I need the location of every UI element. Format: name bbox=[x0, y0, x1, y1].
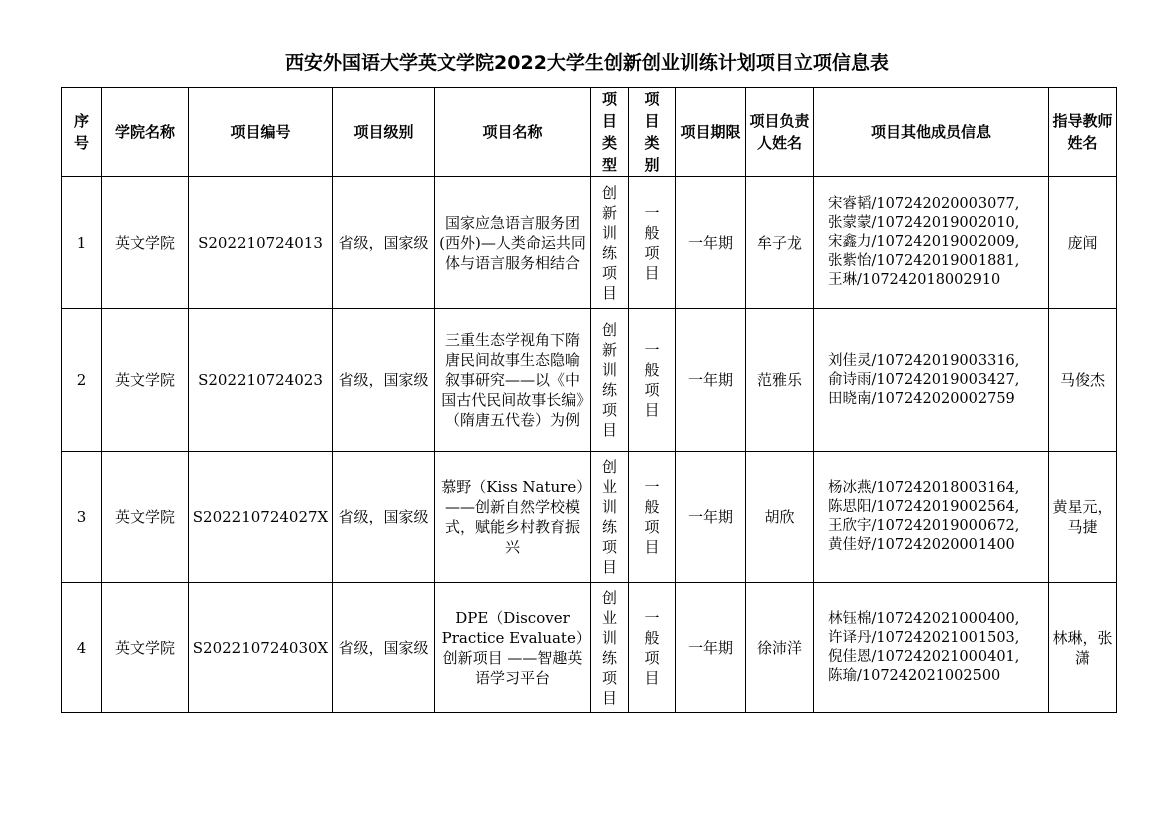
cell-level: 省级，国家级 bbox=[333, 309, 435, 452]
header-duration: 项目期限 bbox=[676, 88, 746, 177]
table-row bbox=[62, 177, 1117, 309]
header-college: 学院名称 bbox=[102, 88, 189, 177]
cell-project-category: 一般项目 bbox=[629, 452, 676, 583]
cell-project-category: 一般项目 bbox=[629, 583, 676, 713]
header-level: 项目级别 bbox=[333, 88, 435, 177]
cell-project-type: 创新训练项目 bbox=[591, 309, 629, 452]
cell-members: 刘佳灵/107242019003316, 俞诗雨/107242019003427, 田晓南/107242020002759 bbox=[814, 309, 1049, 452]
cell-members: 杨冰燕/107242018003164, 陈思阳/107242019002564, 王欣宇/107242019000672, 黄佳妤/107242020001400 bbox=[814, 452, 1049, 583]
cell-project-name: 三重生态学视角下隋唐民间故事生态隐喻叙事研究——以《中国古代民间故事长编》（隋唐五代卷）为例 bbox=[435, 309, 591, 452]
cell-project-no: S202210724027X bbox=[189, 452, 333, 583]
header-project-type: 项目类型 bbox=[591, 88, 629, 177]
table-row bbox=[62, 452, 1117, 583]
cell-index: 3 bbox=[62, 452, 102, 583]
header-index: 序号 bbox=[62, 88, 102, 177]
header-members: 项目其他成员信息 bbox=[814, 88, 1049, 177]
cell-project-name: DPE（Discover Practice Evaluate）创新项目 ——智趣英语学习平台 bbox=[435, 583, 591, 713]
cell-index: 1 bbox=[62, 177, 102, 309]
cell-project-no: S202210724030X bbox=[189, 583, 333, 713]
cell-project-name: 慕野（Kiss Nature）——创新自然学校模式，赋能乡村教育振兴 bbox=[435, 452, 591, 583]
cell-project-category: 一般项目 bbox=[629, 309, 676, 452]
table-row bbox=[62, 309, 1117, 452]
cell-index: 4 bbox=[62, 583, 102, 713]
cell-project-type: 创业训练项目 bbox=[591, 583, 629, 713]
header-leader: 项目负责人姓名 bbox=[746, 88, 814, 177]
page-title: 西安外国语大学英文学院2022大学生创新创业训练计划项目立项信息表 bbox=[285, 52, 889, 74]
cell-leader: 徐沛洋 bbox=[746, 583, 814, 713]
cell-project-no: S202210724013 bbox=[189, 177, 333, 309]
cell-advisor: 马俊杰 bbox=[1049, 309, 1117, 452]
cell-college: 英文学院 bbox=[102, 583, 189, 713]
cell-project-type: 创新训练项目 bbox=[591, 177, 629, 309]
table-row bbox=[62, 583, 1117, 713]
cell-leader: 牟子龙 bbox=[746, 177, 814, 309]
cell-college: 英文学院 bbox=[102, 452, 189, 583]
cell-leader: 胡欣 bbox=[746, 452, 814, 583]
cell-members: 宋睿韬/107242020003077, 张蒙蒙/107242019002010, 宋鑫力/107242019002009, 张紫怡/107242019001881, 王琳/107242018002910 bbox=[814, 177, 1049, 309]
cell-college: 英文学院 bbox=[102, 177, 189, 309]
header-project-category: 项目类别 bbox=[629, 88, 676, 177]
cell-level: 省级，国家级 bbox=[333, 177, 435, 309]
cell-project-category: 一般项目 bbox=[629, 177, 676, 309]
project-table bbox=[61, 87, 1117, 713]
table-header-row bbox=[62, 88, 1117, 177]
header-advisor: 指导教师姓名 bbox=[1049, 88, 1117, 177]
cell-advisor: 黄星元，马捷 bbox=[1049, 452, 1117, 583]
header-project-name: 项目名称 bbox=[435, 88, 591, 177]
cell-college: 英文学院 bbox=[102, 309, 189, 452]
header-project-no: 项目编号 bbox=[189, 88, 333, 177]
cell-advisor: 林琳，张潇 bbox=[1049, 583, 1117, 713]
cell-index: 2 bbox=[62, 309, 102, 452]
cell-duration: 一年期 bbox=[676, 583, 746, 713]
cell-duration: 一年期 bbox=[676, 452, 746, 583]
cell-level: 省级，国家级 bbox=[333, 583, 435, 713]
cell-duration: 一年期 bbox=[676, 309, 746, 452]
cell-leader: 范雅乐 bbox=[746, 309, 814, 452]
cell-project-name: 国家应急语言服务团(西外)—人类命运共同体与语言服务相结合 bbox=[435, 177, 591, 309]
cell-level: 省级，国家级 bbox=[333, 452, 435, 583]
cell-project-type: 创业训练项目 bbox=[591, 452, 629, 583]
cell-duration: 一年期 bbox=[676, 177, 746, 309]
cell-advisor: 庞闻 bbox=[1049, 177, 1117, 309]
cell-project-no: S202210724023 bbox=[189, 309, 333, 452]
cell-members: 林钰棉/107242021000400, 许译丹/107242021001503, 倪佳恩/107242021000401, 陈瑜/107242021002500 bbox=[814, 583, 1049, 713]
